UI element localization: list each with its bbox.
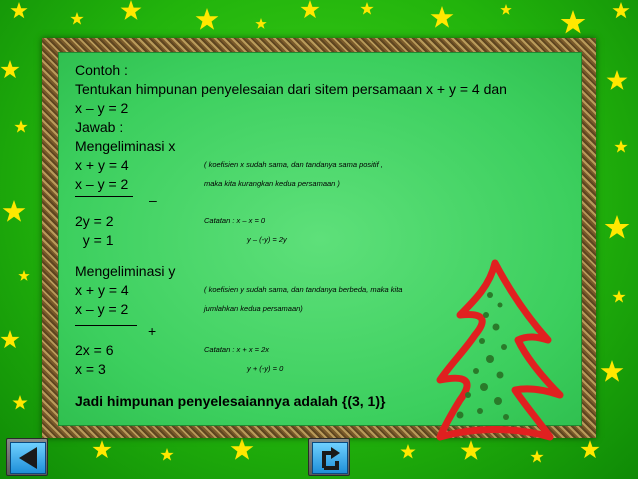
note-text: Catatan : x – x = 0 <box>204 216 266 225</box>
eliminate-x-heading: Mengeliminasi x <box>75 138 176 154</box>
conclusion-text: Jadi himpunan penyelesaiannya adalah {(3, 1)} <box>75 393 386 409</box>
note-text: ( koefisien x sudah sama, dan tandanya sama positif , <box>204 160 383 169</box>
operation-sign: – <box>149 192 157 208</box>
example-heading: Contoh : <box>75 62 128 78</box>
note-text: y + (-y) = 0 <box>247 364 284 373</box>
result-line: x = 3 <box>75 361 106 377</box>
arrow-left-icon <box>11 443 45 473</box>
eliminate-y-heading: Mengeliminasi y <box>75 263 176 279</box>
problem-text: Tentukan himpunan penyelesaian dari sitem persamaan x + y = 4 dan <box>75 81 507 97</box>
back-button[interactable] <box>6 438 48 476</box>
sum-rule <box>75 325 137 326</box>
result-line: 2y = 2 <box>75 213 114 229</box>
note-text: maka kita kurangkan kedua persamaan ) <box>204 179 340 188</box>
equation-line: x – y = 2 <box>75 176 129 192</box>
return-button[interactable] <box>308 438 350 476</box>
note-text: ( koefisien y sudah sama, dan tandanya berbeda, maka kita <box>204 285 403 294</box>
problem-equation: x – y = 2 <box>75 100 129 116</box>
note-text: Catatan : x + x = 2x <box>204 345 270 354</box>
note-text: jumlahkan kedua persamaan) <box>204 304 303 313</box>
answer-heading: Jawab : <box>75 119 124 135</box>
christmas-tree-icon <box>420 255 570 445</box>
note-text: y – (-y) = 2y <box>247 235 287 244</box>
equation-line: x + y = 4 <box>75 282 129 298</box>
equation-line: x – y = 2 <box>75 301 129 317</box>
return-arrow-icon <box>313 443 347 473</box>
result-line: y = 1 <box>75 232 114 248</box>
operation-sign: + <box>148 323 157 339</box>
equation-line: x + y = 4 <box>75 157 129 173</box>
result-line: 2x = 6 <box>75 342 114 358</box>
sum-rule <box>75 196 133 197</box>
